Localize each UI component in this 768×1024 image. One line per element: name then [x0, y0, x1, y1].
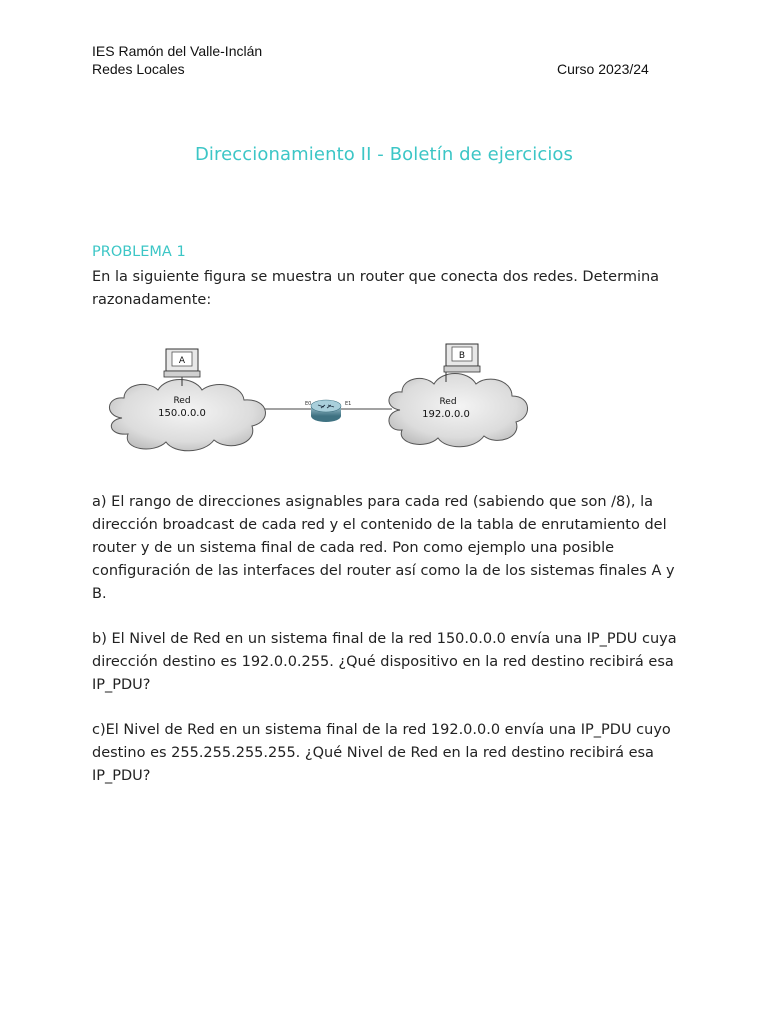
question-a-line: configuración de las interfaces del router así como la de los sistemas finales A y B.	[92, 563, 675, 602]
problem-intro-line: razonadamente:	[92, 292, 212, 308]
question-a	[92, 491, 682, 606]
problem-intro-line: En la siguiente figura se muestra un router que conecta dos redes. Determina	[92, 269, 660, 285]
iface-right-label: E1	[345, 401, 352, 407]
question-c-line: destino es 255.255.255.255. ¿Qué Nivel de Red en la red destino recibirá esa	[92, 745, 654, 761]
computer-a-icon	[164, 349, 200, 386]
question-a-line: dirección broadcast de cada red y el contenido de la tabla de enrutamiento del	[92, 517, 667, 533]
net-a-address: 150.0.0.0	[158, 408, 206, 419]
question-c-line: c)El Nivel de Red en un sistema final de la red 192.0.0.0 envía una IP_PDU cuyo	[92, 722, 671, 738]
question-a-line: router y de un sistema final de cada red. Pon como ejemplo una posible	[92, 540, 615, 556]
router-icon	[311, 400, 341, 422]
host-a-label: A	[178, 356, 186, 366]
question-b	[92, 628, 682, 697]
network-diagram	[102, 340, 532, 460]
host-b-label: B	[458, 351, 466, 361]
question-a-line: a) El rango de direcciones asignables para cada red (sabiendo que son /8), la	[92, 494, 654, 510]
question-b-line: b) El Nivel de Red en un sistema final de la red 150.0.0.0 envía una IP_PDU cuya	[92, 631, 677, 647]
net-b-address: 192.0.0.0	[422, 409, 470, 420]
header-school: IES Ramón del Valle-Inclán	[92, 43, 263, 59]
net-b-name: Red	[439, 397, 457, 407]
question-b-line: IP_PDU?	[92, 677, 151, 693]
question-c-line: IP_PDU?	[92, 768, 151, 784]
problem-intro	[92, 266, 682, 312]
header-course: Curso 2023/24	[557, 61, 649, 77]
header-subject: Redes Locales	[92, 61, 185, 77]
problem-heading: PROBLEMA 1	[92, 244, 186, 260]
question-c	[92, 719, 682, 788]
net-a-name: Red	[173, 396, 191, 406]
iface-left-label: E0	[305, 401, 312, 407]
page-title: Direccionamiento II - Boletín de ejercicios	[194, 144, 574, 165]
question-b-line: dirección destino es 192.0.0.255. ¿Qué dispositivo en la red destino recibirá esa	[92, 654, 674, 670]
